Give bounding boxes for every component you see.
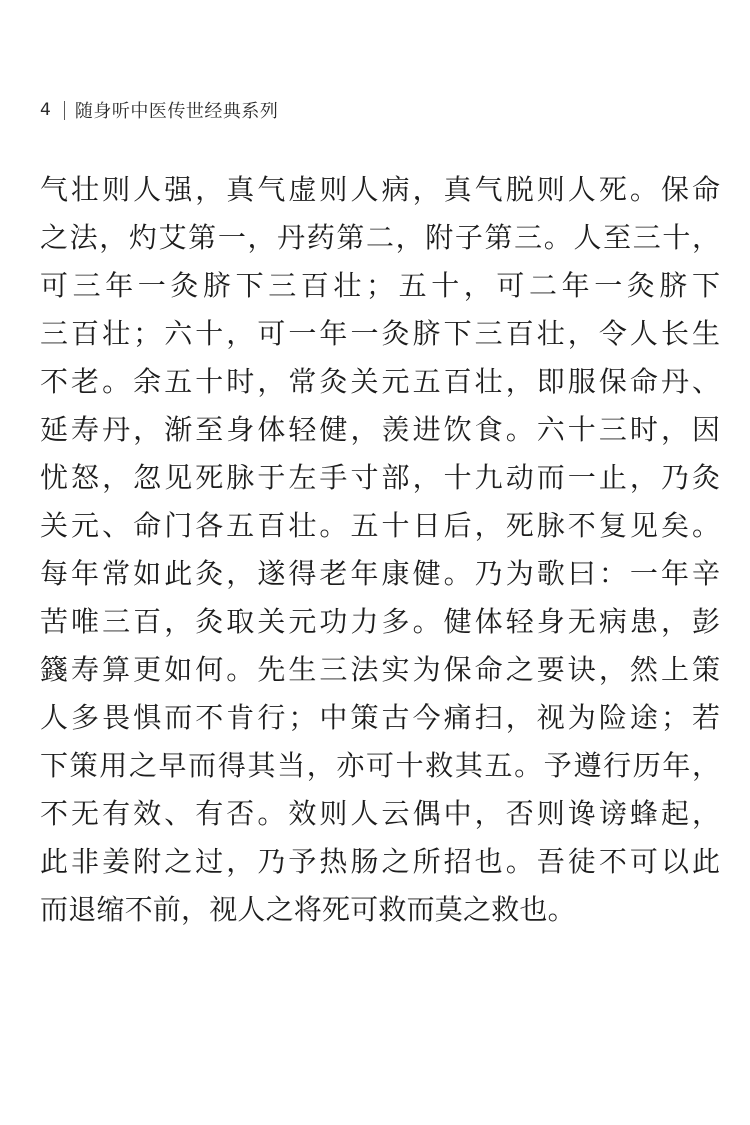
text-line: 延寿丹，渐至身体轻健，羡进饮食。六十三时，因 xyxy=(40,413,720,446)
running-header xyxy=(40,98,278,122)
text-line: 之法，灼艾第一，丹药第二，附子第三。人至三十， xyxy=(40,221,720,254)
text-line: 人多畏惧而不肯行；中策古今痛扫，视为险途；若 xyxy=(40,701,720,734)
text-line: 而退缩不前，视人之将死可救而莫之救也。 xyxy=(40,893,576,926)
text-line: 此非姜附之过，乃予热肠之所招也。吾徒不可以此 xyxy=(40,845,720,878)
text-line: 籛寿算更如何。先生三法实为保命之要诀，然上策 xyxy=(40,653,720,686)
text-line: 每年常如此灸，遂得老年康健。乃为歌曰：一年辛 xyxy=(40,557,720,590)
text-line: 忧怒，忽见死脉于左手寸部，十九动而一止，乃灸 xyxy=(40,461,720,494)
text-line: 可三年一灸脐下三百壮；五十，可二年一灸脐下 xyxy=(40,269,720,302)
text-line: 不老。余五十时，常灸关元五百壮，即服保命丹、 xyxy=(40,365,720,398)
text-line: 下策用之早而得其当，亦可十救其五。予遵行历年， xyxy=(40,749,720,782)
text-line: 气壮则人强，真气虚则人病，真气脱则人死。保命 xyxy=(40,173,720,206)
text-line: 苦唯三百，灸取关元功力多。健体轻身无病患，彭 xyxy=(40,605,720,638)
text-line: 三百壮；六十，可一年一灸脐下三百壮，令人长生 xyxy=(40,317,720,350)
text-line: 关元、命门各五百壮。五十日后，死脉不复见矣。 xyxy=(40,509,720,542)
body-text xyxy=(40,166,720,934)
text-line: 不无有效、有否。效则人云偶中，否则谗谤蜂起， xyxy=(40,797,720,830)
page-number: 4 xyxy=(40,100,51,120)
series-title: 随身听中医传世经典系列 xyxy=(74,101,279,122)
header-divider xyxy=(64,101,65,120)
